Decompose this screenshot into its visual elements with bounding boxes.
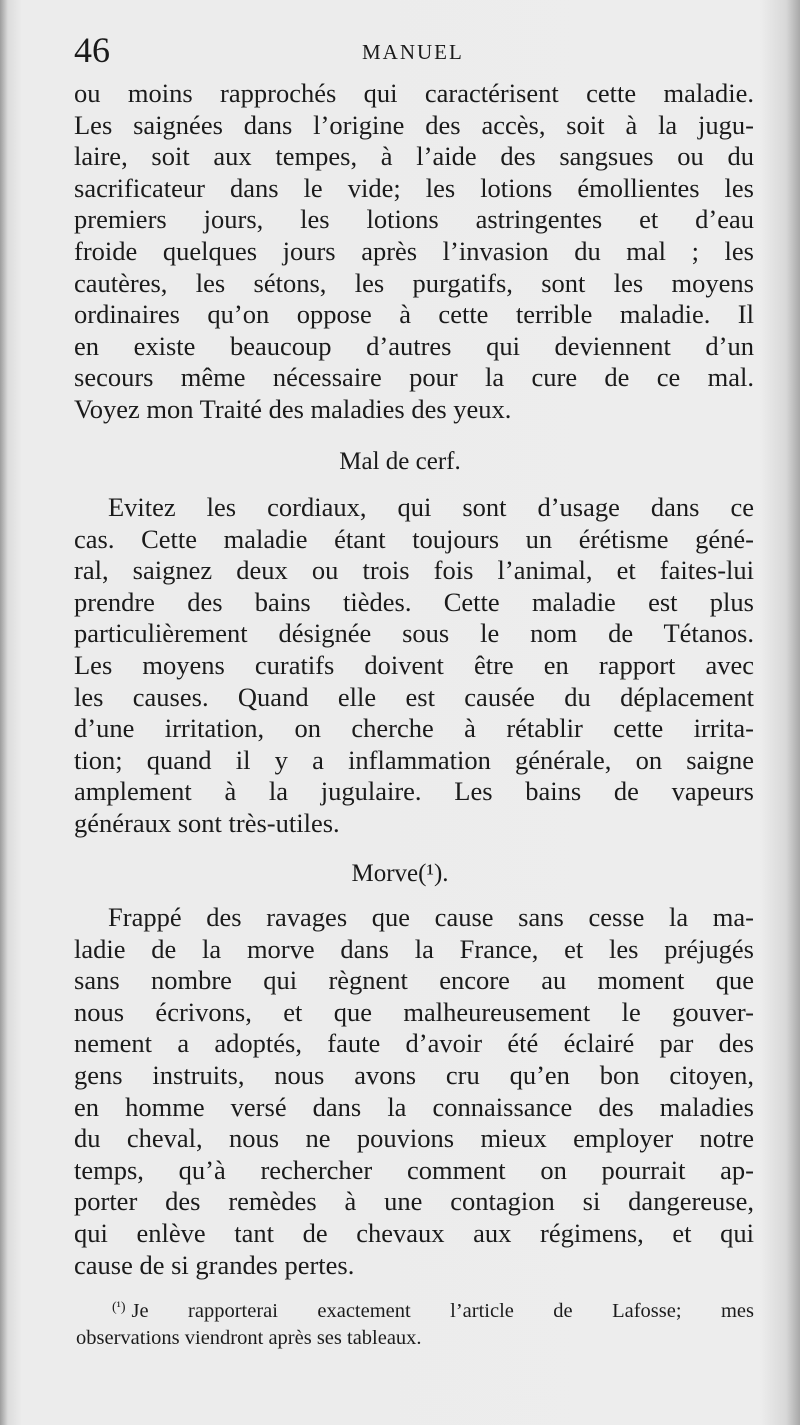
- text-line: porter des remèdes à une contagion si dangereuse,: [74, 1186, 754, 1217]
- text-line: tion; quand il y a inflammation générale, on saigne: [74, 744, 754, 775]
- footnote-reference: (¹).: [418, 860, 449, 887]
- running-head: [74, 28, 756, 72]
- footnote-line: [104, 1294, 754, 1325]
- text-line: nement a adoptés, faute d’avoir été éclairé par des: [74, 1028, 754, 1059]
- text-line: sacrificateur dans le vide; les lotions émollientes les: [74, 172, 754, 203]
- footnote-mark: (¹): [112, 1300, 126, 1315]
- text-line: nous écrivons, et que malheureusement le gouver-: [74, 996, 754, 1027]
- footnote-text: Je rapporterai exactement l’article de Lafosse; mes: [131, 1300, 754, 1322]
- text-line: ou moins rapprochés qui caractérisent cette maladie.: [74, 78, 754, 108]
- text-line: premiers jours, les lotions astringentes et d’eau: [74, 204, 754, 235]
- text-line: qui enlève tant de chevaux aux régimens, et qui: [74, 1217, 754, 1248]
- text-line: généraux sont très-utiles.: [74, 807, 340, 838]
- text-line: ladie de la morve dans la France, et les préjugés: [74, 933, 754, 964]
- text-line: ordinaires qu’on oppose à cette terrible maladie. Il: [74, 299, 754, 330]
- text-line: du cheval, nous ne pouvions mieux employer notre: [74, 1123, 754, 1154]
- text-line: en existe beaucoup d’autres qui deviennent d’un: [74, 330, 754, 361]
- text-line: particulièrement désignée sous le nom de Tétanos.: [74, 618, 754, 649]
- paragraph-morve: [74, 902, 754, 1281]
- text-line: gens instruits, nous avons cru qu’en bon citoyen,: [74, 1059, 754, 1090]
- text-line: froide quelques jours après l’invasion du mal ; les: [74, 235, 754, 266]
- text-line: ral, saignez deux ou trois fois l’animal, et faites-lui: [74, 555, 754, 586]
- text-line: Voyez mon Traité des maladies des yeux.: [74, 393, 512, 424]
- footnote: [76, 1294, 754, 1352]
- paragraph-ophthalmia-treatment: [74, 78, 754, 426]
- text-line: Les moyens curatifs doivent être en rapport avec: [74, 649, 754, 680]
- paragraph-mal-de-cerf: [74, 492, 754, 840]
- text-line: laire, soit aux tempes, à l’aide des sangsues ou du: [74, 141, 754, 172]
- text-line: amplement à la jugulaire. Les bains de vapeurs: [74, 776, 754, 807]
- footnote-line: observations viendront après ses tableaux.: [76, 1327, 422, 1349]
- running-title: MANUEL: [362, 40, 464, 64]
- text-line: temps, qu’à rechercher comment on pourrait ap-: [74, 1154, 754, 1185]
- text-line: les causes. Quand elle est causée du déplacement: [74, 681, 754, 712]
- text-line: sans nombre qui règnent encore au moment que: [74, 965, 754, 996]
- text-line: Evitez les cordiaux, qui sont d’usage dans ce: [108, 492, 754, 522]
- text-line: d’une irritation, on cherche à rétablir cette irrita-: [74, 713, 754, 744]
- text-line: Frappé des ravages que cause sans cesse la ma-: [108, 902, 754, 932]
- text-line: en homme versé dans la connaissance des maladies: [74, 1091, 754, 1122]
- heading-text: Morve: [351, 860, 419, 887]
- section-heading-mal-de-cerf: Mal de cerf.: [339, 448, 461, 475]
- page-number: 46: [74, 30, 110, 70]
- text-line: secours même nécessaire pour la cure de ce mal.: [74, 362, 754, 393]
- text-line: Les saignées dans l’origine des accès, soit à la jugu-: [74, 109, 754, 140]
- text-line: cas. Cette maladie étant toujours un érétisme géné-: [74, 523, 754, 554]
- text-line: prendre des bains tièdes. Cette maladie est plus: [74, 586, 754, 617]
- text-line: cause de si grandes pertes.: [74, 1249, 355, 1280]
- text-line: cautères, les sétons, les purgatifs, sont les moyens: [74, 267, 754, 298]
- section-heading-morve: [0, 858, 800, 890]
